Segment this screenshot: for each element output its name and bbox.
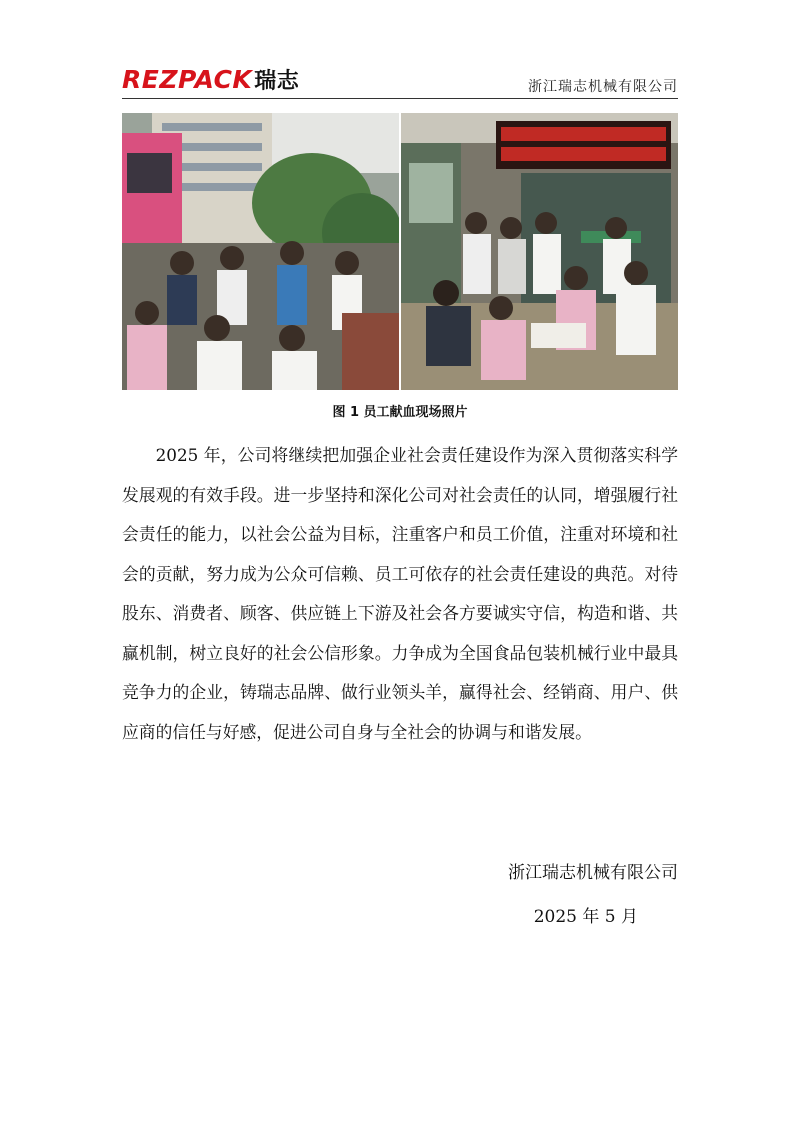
logo-chinese-text: 瑞志 [254, 69, 300, 94]
photo-left [122, 113, 399, 390]
logo-latin-text: REZPACK [122, 65, 253, 94]
photo-left-image [122, 113, 399, 390]
photo-right [401, 113, 678, 390]
figure-caption: 图 1 员工献血现场照片 [332, 405, 468, 420]
blood-donation-photos [122, 113, 678, 390]
body-paragraph-container [122, 436, 678, 752]
company-logo [122, 66, 299, 94]
page-header [122, 62, 678, 99]
header-company-name: 浙江瑞志机械有限公司 [528, 79, 678, 95]
signature-company: 浙江瑞志机械有限公司 [508, 863, 678, 883]
photo-right-image [401, 113, 678, 390]
signature-date: 2025 年 5 月 [533, 907, 638, 927]
body-paragraph: 2025 年，公司将继续把加强企业社会责任建设作为深入贯彻落实科学发展观的有效手段。进一步坚持和深化公司对社会责任的认同，增强履行社会责任的能力，以社会公益为目标，注重客户和员工价值，注重对环境和社会的贡献，努力成为公众可信赖、员工可依存的社会责任建设的典范。对待股东、消费者、顾客、供应链上下游及社会各方要诚实守信，构造和谐、共赢机制，树立良好的社会公信形象。力争成为全国食品包装机械行业中最具竞争力的企业，铸瑞志品牌、做行业领头羊，赢得社会、经销商、用户、供应商的信任与好感，促进公司自身与全社会的协调与和谐发展。 [122, 445, 678, 742]
